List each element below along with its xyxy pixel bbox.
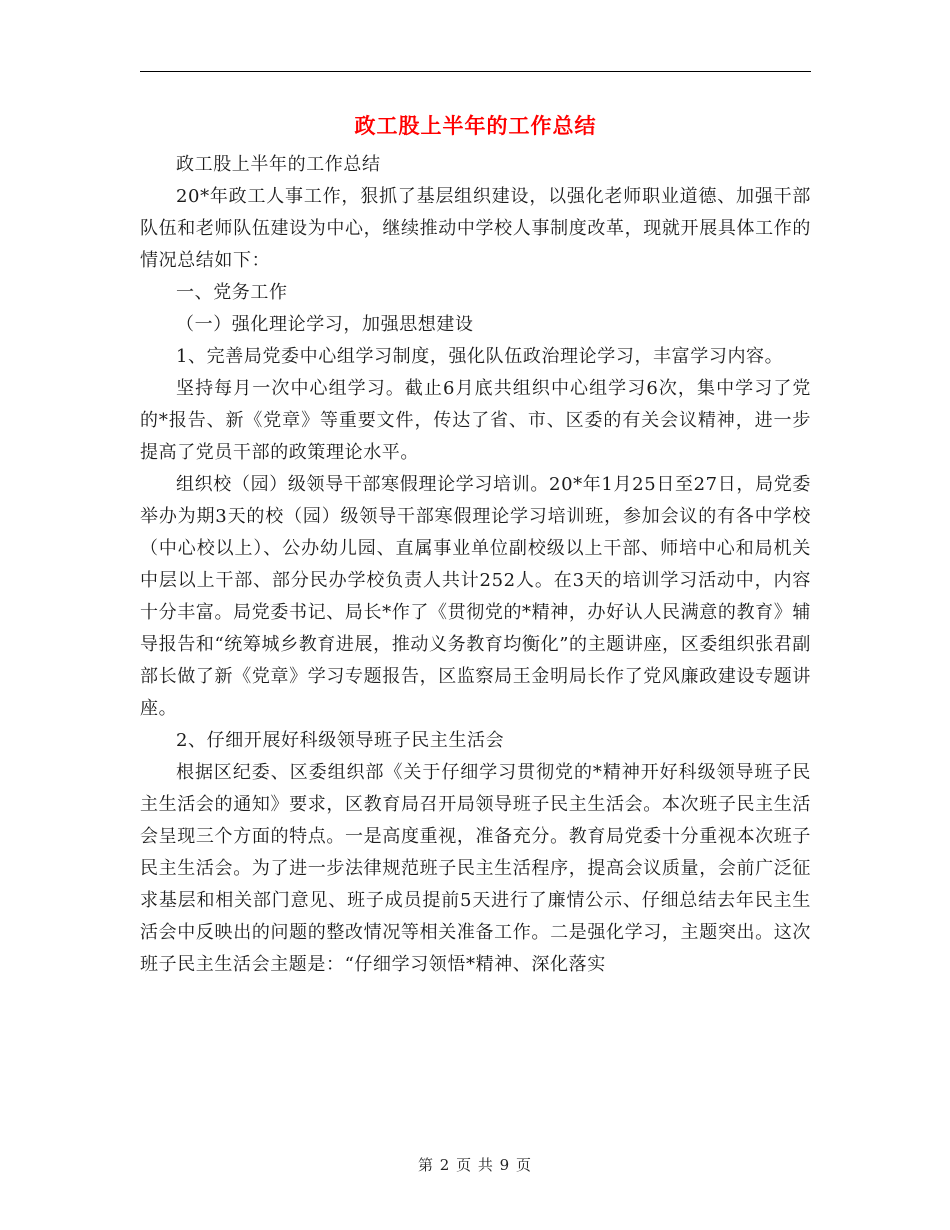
document-title: 政工股上半年的工作总结 [354,113,597,138]
paragraph-intro: 20*年政工人事工作，狠抓了基层组织建设，以强化老师职业道德、加强干部队伍和老师队伍建设为中心，继续推动中学校人事制度改革，现就开展具体工作的情况总结如下： [140,186,811,271]
subsection-heading-theory-study: （一）强化理论学习，加强思想建设 [176,314,474,335]
section-heading-party-affairs: 一、党务工作 [176,282,288,303]
header-rule [140,71,811,72]
document-body [140,149,811,981]
paragraph-democratic-meeting: 根据区纪委、区委组织部《关于仔细学习贯彻党的*精神开好科级领导班子民主生活会的通知》要求，区教育局召开局领导班子民主生活会。本次班子民主生活会呈现三个方面的特点。一是高度重视，准备充分。教育局党委十分重视本次班子民主生活会。为了进一步法律规范班子民主生活程序，提高会议质量，会前广泛征求基层和相关部门意见、班子成员提前5天进行了廉情公示、仔细总结去年民主生活会中反映出的问题的整改情况等相关准备工作。二是强化学习，主题突出。这次班子民主生活会主题是：“仔细学习领悟*精神、深化落实 [140,762,811,975]
paragraph-subtitle: 政工股上半年的工作总结 [176,154,381,175]
paragraph-monthly-study: 坚持每月一次中心组学习。截止6月底共组织中心组学习6次，集中学习了党的*报告、新《党章》等重要文件，传达了省、市、区委的有关会议精神，进一步提高了党员干部的政策理论水平。 [140,378,811,463]
page-footer: 第 2 页 共 9 页 [418,1156,532,1174]
paragraph-winter-training: 组织校（园）级领导干部寒假理论学习培训。20*年1月25日至27日，局党委举办为期3天的校（园）级领导干部寒假理论学习培训班，参加会议的有各中学校（中心校以上）、公办幼儿园、直属事业单位副校级以上干部、师培中心和局机关中层以上干部、部分民办学校负责人共计252人。在3天的培训学习活动中，内容十分丰富。局党委书记、局长*作了《贯彻党的*精神，办好认人民满意的教育》辅导报告和“统筹城乡教育进展，推动义务教育均衡化”的主题讲座，区委组织张君副部长做了新《党章》学习专题报告，区监察局王金明局长作了党风廉政建设专题讲座。 [140,474,811,719]
paragraph-item-2: 2、仔细开展好科级领导班子民主生活会 [176,730,505,751]
paragraph-item-1: 1、完善局党委中心组学习制度，强化队伍政治理论学习，丰富学习内容。 [176,346,784,367]
